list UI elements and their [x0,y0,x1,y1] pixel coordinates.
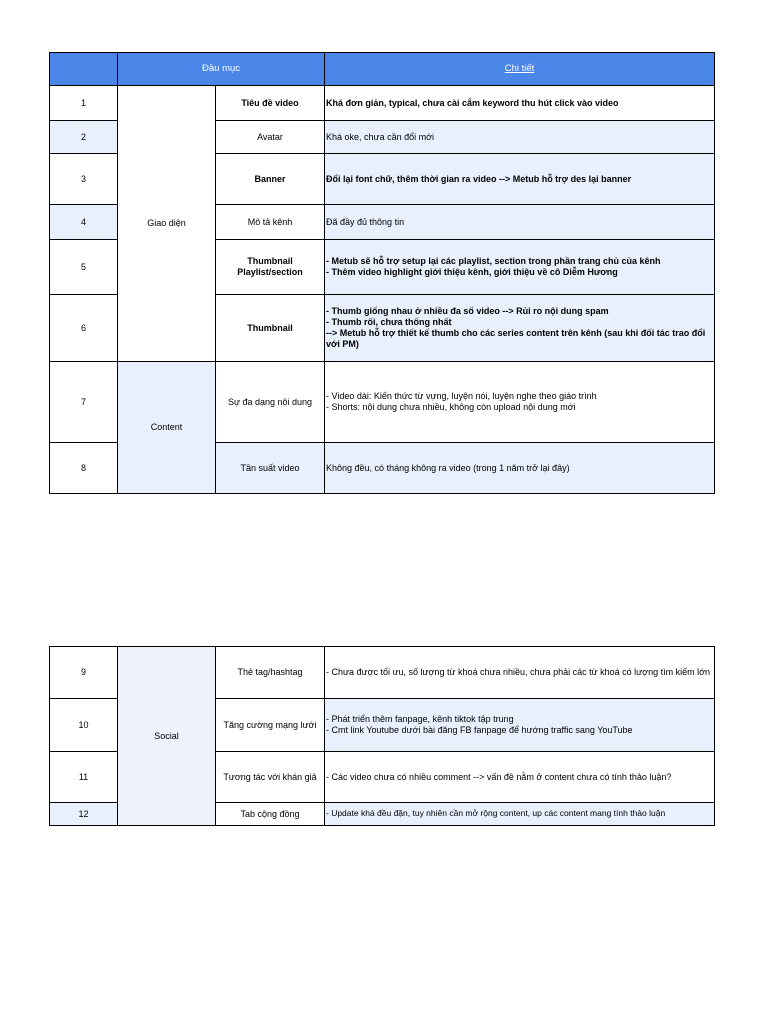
row-number: 1 [50,86,118,121]
item-label: Tăng cường mạng lưới [216,699,325,752]
detail-cell [325,362,715,443]
item-label: Thẻ tag/hashtag [216,647,325,699]
detail-line: Khá đơn giản, typical, chưa cài cắm keyword thu hút click vào video [326,97,619,108]
detail-cell [325,443,715,494]
detail-cell [325,205,715,240]
detail-line: - Chưa được tối ưu, số lượng từ khoá chưa nhiều, chưa phải các từ khoá có lượng tìm kiếm lớn [326,667,710,678]
detail-line: Đổi lại font chữ, thêm thời gian ra video --> Metub hỗ trợ des lại banner [326,173,632,184]
detail-line: - Metub sẽ hỗ trợ setup lại các playlist, section trong phần trang chủ của kênh [326,256,661,267]
detail-cell [325,647,715,699]
detail-line: - Phát triển thêm fanpage, kênh tiktok tập trung [326,714,514,725]
header-detail-link[interactable]: Chi tiết [504,63,535,75]
header-row [50,53,715,86]
detail-cell [325,803,715,826]
header-detail [325,53,715,86]
item-label: Tần suất video [216,443,325,494]
detail-line: - Cmt link Youtube dưới bài đăng FB fanpage để hướng traffic sang YouTube [326,725,633,735]
group-cell-social: Social [118,647,216,826]
header-category: Đầu mục [118,53,325,86]
group-cell-content: Content [118,362,216,494]
row-number: 2 [50,121,118,154]
detail-cell [325,121,715,154]
detail-line: --> Metub hỗ trợ thiết kế thumb cho các series content trên kênh (sau khi đối tác trao đổi với PM) [326,328,706,349]
detail-cell [325,86,715,121]
row-number: 3 [50,154,118,205]
detail-line: Đã đầy đủ thông tin [326,216,405,227]
row-number: 4 [50,205,118,240]
detail-cell [325,752,715,803]
item-label: Tiêu đề video [216,86,325,121]
audit-table-2 [49,646,715,826]
detail-cell [325,154,715,205]
table-row [50,86,715,121]
detail-line: - Thumb giống nhau ở nhiều đa số video --> Rủi ro nội dung spam [326,306,609,317]
item-label: Tương tác với khán giả [216,752,325,803]
audit-table-1 [49,52,715,494]
item-label: Thumbnail [216,295,325,362]
item-label: Banner [216,154,325,205]
detail-line: Khá oke, chưa cần đổi mới [326,131,434,142]
table-row [50,362,715,443]
detail-line: - Video dài: Kiến thức từ vựng, luyện nói, luyện nghe theo giáo trình [326,391,597,402]
row-number: 9 [50,647,118,699]
item-label: Tab cộng đồng [216,803,325,826]
group-cell-giao-dien: Giao diện [118,86,216,362]
row-number: 6 [50,295,118,362]
item-label: Sự đa dạng nội dung [216,362,325,443]
detail-cell [325,295,715,362]
row-number: 12 [50,803,118,826]
detail-line: - Thumb rối, chưa thống nhất [326,317,452,328]
row-number: 5 [50,240,118,295]
row-number: 8 [50,443,118,494]
detail-line: - Các video chưa có nhiều comment --> vấn đề nằm ở content chưa có tính thảo luận? [326,771,672,782]
table-row [50,647,715,699]
row-number: 7 [50,362,118,443]
detail-line: - Update khá đều đặn, tuy nhiên cần mở rộng content, up các content mang tính thảo luận [326,808,666,819]
item-label: Thumbnail Playlist/section [216,240,325,295]
detail-cell [325,699,715,752]
row-number: 11 [50,752,118,803]
detail-line: - Shorts: nội dung chưa nhiều, không còn upload nội dung mới [326,402,576,412]
item-label: Avatar [216,121,325,154]
detail-line: Không đều, có tháng không ra video (trong 1 năm trở lại đây) [326,462,570,473]
detail-line: - Thêm video highlight giới thiệu kênh, giới thiệu về cô Diễm Hương [326,267,618,277]
detail-cell [325,240,715,295]
row-number: 10 [50,699,118,752]
item-label: Mô tả kênh [216,205,325,240]
header-blank-cell [50,53,118,86]
